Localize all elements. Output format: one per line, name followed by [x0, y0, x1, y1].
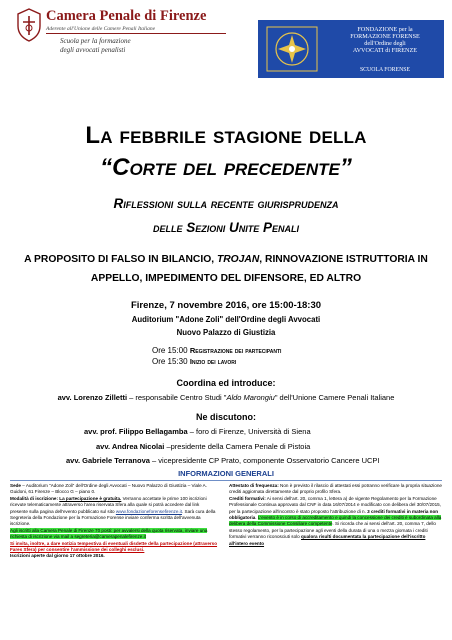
speakers-heading: Ne discutono:: [196, 412, 256, 422]
coordinator-name: avv. Lorenzo Zilletti: [57, 393, 128, 402]
schedule-label: Inizio dei lavori: [189, 357, 237, 366]
info-text: Verranno accettate le prime 100 iscrizioni ricevute telematicamente attraverso l'area riservata Sfera alla quale si potrà accedere dal link presente sulla pagina dell'evento pubblicato sul sito: [10, 495, 207, 514]
info-paragraph: [10, 483, 218, 496]
foundation-line: FONDAZIONE per la: [357, 26, 413, 33]
coordinator-role: " dell'Unione Camere Penali Italiane: [274, 393, 395, 402]
event-title-line-1: [0, 122, 452, 150]
foundation-link[interactable]: www.fondazioneforensefirenze.it: [115, 508, 182, 514]
info-paragraph: [229, 483, 443, 496]
coordinator-role: – responsabile Centro Studi ": [127, 393, 227, 402]
info-paragraph: [229, 496, 443, 547]
foundation-star-logo-icon: [266, 26, 318, 72]
highlighted-text: Agli iscritti alla Camera Penale di Firenze 70 posti: per avvalersi della quota riservata, inviare una richiesta di iscrizione via mail a segreteria@camerapenalefirenze.it: [10, 527, 208, 540]
speaker: [96, 442, 310, 451]
info-emphasis: qualora risulti documentata la partecipazione dell'iscritto all'intero evento: [229, 534, 426, 546]
venue-line-2: Nuovo Palazzo di Giustizia: [176, 328, 276, 337]
schedule-item: [152, 346, 281, 355]
event-subtitle-line-2: [0, 220, 452, 235]
registration-open: Iscrizioni aperte dal giorno 17 ottobre 2016.: [10, 553, 105, 559]
speaker-role: – foro di Firenze, Università di Siena: [187, 427, 311, 436]
schedule-label: Registrazione dei partecipanti: [189, 346, 282, 355]
schedule-item: [152, 357, 236, 366]
info-label: Crediti formativi:: [229, 495, 266, 501]
title-text: “Corte del precedente”: [100, 154, 352, 181]
foundation-name: [330, 26, 440, 54]
topics-italic: TROJAN: [216, 254, 260, 265]
info-emphasis: La partecipazione è gratuita.: [59, 495, 122, 501]
info-text: . Sarà cura della Segreteria della Fondazione per la Formazione Forense inviare conferma scritta dell'avvenuta iscrizione.: [10, 508, 216, 527]
subtitle-text: Riflessioni sulla recente giurisprudenza: [113, 196, 339, 211]
info-right-column: [229, 483, 443, 547]
speaker-name: avv. prof. Filippo Bellagamba: [84, 427, 188, 436]
schedule-time: Ore 15:30: [152, 357, 188, 366]
info-label: Attestato di frequenza:: [229, 483, 279, 488]
coordinator: [0, 393, 452, 402]
coordination-heading: Coordina ed introduce:: [176, 378, 276, 388]
speaker: [66, 456, 380, 465]
school-line-1: Scuola per la formazione: [60, 37, 131, 45]
topics-line-2: APPELLO, IMPEDIMENTO DEL DIFENSORE, ED ALTRO: [90, 273, 362, 284]
info-paragraph: [10, 541, 218, 554]
org-subtitle: Aderente all'Unione delle Camere Penali Italiane: [46, 26, 156, 32]
venue-line-1: Auditorium "Adone Zoli" dell'Ordine degli Avvocati: [131, 315, 321, 324]
speaker-role: – vicepresidente CP Prato, componente Osservatorio Cancere UCPI: [149, 456, 380, 465]
highlighted-text: L'evento è in corso di accreditamento e quindi la concessione dei crediti è subordinata alla delibera della Commissione Consiliare competente: [229, 515, 442, 527]
info-text: .: [255, 515, 257, 521]
foundation-line: FORMAZIONE FORENSE: [350, 33, 420, 40]
camera-penale-header: [8, 8, 244, 70]
info-left-column: [10, 483, 218, 560]
info-divider: [10, 480, 442, 481]
speaker-name: avv. Gabriele Terranova: [66, 456, 150, 465]
topics-text: , RINNOVAZIONE ISTRUTTORIA IN: [259, 254, 428, 265]
org-name: Camera Penale di Firenze: [46, 8, 207, 24]
foundation-school: SCUOLA FORENSE: [359, 67, 411, 73]
topics-text: A PROPOSITO DI FALSO IN BILANCIO,: [24, 254, 217, 265]
cancellation-notice: Si invita, inoltre, a dare notizia tempestiva di eventuali disdette della partecipazione (attraverso Fares Sfera) per consentire l'ammissione dei colleghi esclusi.: [10, 540, 218, 553]
foundation-line: dell'Ordine degli: [364, 40, 406, 47]
speaker-role: –presidente della Camera Penale di Pistoia: [164, 442, 311, 451]
subtitle-text: delle Sezioni Unite Penali: [152, 220, 299, 235]
header-divider: [46, 33, 226, 34]
title-text: La febbrile stagione della: [85, 122, 367, 149]
event-subtitle-line-1: [0, 196, 452, 211]
event-date: Firenze, 7 novembre 2016, ore 15:00-18:30: [130, 300, 322, 311]
info-paragraph: [10, 528, 218, 541]
event-title-line-2: [0, 154, 452, 182]
info-heading: INFORMAZIONI GENERALI: [178, 469, 274, 478]
info-paragraph: [10, 553, 218, 559]
info-text: Non è previsto il rilascio di attestati essi potranno verificare la propria situazione crediti aggiornata direttamente dal proprio profilo Sfera.: [229, 483, 442, 495]
foundation-header: [258, 20, 444, 78]
foundation-line: AVVOCATI di FIRENZE: [352, 47, 418, 54]
info-text: – Auditorium "Adone Zoli" dell'Ordine degli Avvocati – Nuovo Palazzo di Giustizia – Viale A. Guidoni, 61 Firenze – Blocco G – piano 0.: [10, 483, 208, 495]
speaker: [84, 427, 311, 436]
topics-line-1: [0, 254, 452, 265]
info-label: Modalità di iscrizione:: [10, 495, 58, 501]
info-emphasis: 3 crediti formativi in materia non obbligatoria: [229, 508, 439, 521]
coordinator-role-italic: Aldo Marongiu: [226, 393, 275, 402]
info-paragraph: [10, 496, 218, 528]
school-line-2: degli avvocati penalisti: [60, 46, 126, 54]
info-text: Ai sensi dell'art. 20, comma 1, lettera a) de vigente Regolamento per la Formazione Professionale Continua approvato dal CNF in data 16/07/2014 e modificato con delibera del 30/07/2015, per la partecipazione all'incontro è stato proposto l'attribuzione di n.: [229, 495, 441, 514]
schedule-time: Ore 15:00: [152, 346, 188, 355]
speaker-name: avv. Andrea Nicolai: [96, 442, 165, 451]
info-label: Sede: [10, 483, 21, 488]
camera-penale-logo-icon: [16, 8, 42, 42]
info-text: . Si ricorda che ai sensi dell'art. 20, comma 7, dello stesso regolamento, per la partecipazione agli eventi della durata di una o mezza giornata i crediti formativi verranno riconosciuti solo: [229, 521, 436, 540]
